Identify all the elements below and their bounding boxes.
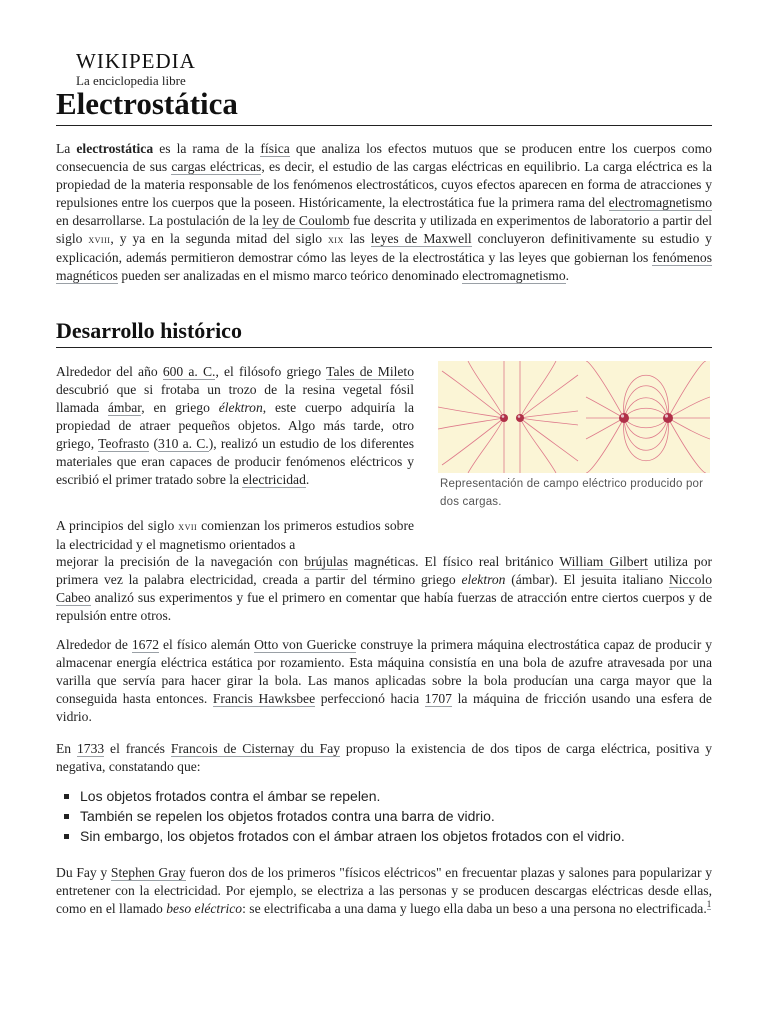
link-cargas-electricas[interactable]: cargas eléctricas	[171, 159, 262, 174]
list-item: Los objetos frotados contra el ámbar se repelen.	[56, 786, 712, 806]
link-fisica[interactable]: física	[260, 141, 290, 156]
link-william-gilbert[interactable]: William Gilbert	[559, 554, 648, 569]
paragraph-siglo-xvii-cont: mejorar la precisión de la navegación con brújulas magnéticas. El físico real británico William Gilbert utiliza por primera vez la palabra electricidad, creada a partir del término griego elektron (ámbar). El jesuita italiano Niccolo Cabeo analizó sus experimentos y fue el primero en comentar que había fuerzas de atracción entre ciertos cuerpos y de repulsión entre otros.	[56, 554, 713, 623]
link-electromagnetismo[interactable]: electromagnetismo	[608, 195, 712, 210]
paragraph-guericke: Alrededor de 1672 el físico alemán Otto von Guericke construye la primera máquina electrostática capaz de producir y almacenar energía eléctrica estática por rozamiento. Esta máquina consistía en una bola de azufre atravesada por una varilla que servía para hacer girar la bola. Las manos aplicadas sobre la bola producían una carga mayor que la conseguida hasta entonces. Francis Hawksbee perfeccionó hacia 1707 la máquina de fricción usando una esfera de vidrio.	[56, 637, 713, 724]
positive-charge-3	[619, 413, 629, 423]
link-tales-de-mileto[interactable]: Tales de Mileto	[326, 364, 414, 379]
positive-charge-1	[500, 414, 508, 422]
list-item: También se repelen los objetos frotados contra una barra de vidrio.	[56, 806, 712, 826]
link-600-ac[interactable]: 600 a. C.	[162, 364, 216, 379]
paragraph-stephen-gray: Du Fay y Stephen Gray fueron dos de los primeros "físicos eléctricos" en frecuentar plazas y salones para popularizar y entretener con la electricidad. Por ejemplo, se electriza a las personas y se producen descargas eléctricas desde ellas, como en el llamado beso eléctrico: se electrificaba a una dama y luego ella daba un beso a una persona no electrificada.$^1$	[56, 865, 712, 916]
link-otto-von-guericke[interactable]: Otto von Guericke	[254, 637, 357, 652]
link-ley-de-coulomb[interactable]: ley de Coulomb	[262, 213, 350, 228]
link-stephen-gray[interactable]: Stephen Gray	[110, 865, 186, 880]
charge-findings-list	[56, 786, 712, 846]
link-1733[interactable]: 1733	[76, 741, 105, 756]
link-1672[interactable]: 1672	[131, 637, 160, 652]
link-niccolo-cabeo[interactable]: Niccolo Cabeo	[56, 572, 712, 605]
link-brujulas[interactable]: brújulas	[304, 554, 348, 569]
link-electricidad[interactable]: electricidad	[242, 472, 306, 487]
link-fenomenos-magneticos[interactable]: fenómenos magnéticos	[56, 250, 712, 283]
paragraph-du-fay: En 1733 el francés Francois de Cisternay du Fay propuso la existencia de dos tipos de carga eléctrica, positiva y negativa, constatando que:	[56, 741, 713, 774]
link-310-ac[interactable]: 310 a. C.	[157, 436, 209, 451]
link-teofrasto[interactable]: Teofrasto	[98, 436, 150, 451]
reference-1[interactable]: 1	[706, 899, 712, 910]
list-item: Sin embargo, los objetos frotados con el ámbar atraen los objetos frotados con el vidrio.	[56, 826, 712, 846]
figure-caption: Representación de campo eléctrico producido por dos cargas.	[440, 478, 704, 508]
logo-wordmark: WIKIPEDIA	[76, 49, 196, 73]
bullet-icon	[64, 814, 69, 819]
paragraph-tales: Alrededor del año 600 a. C., el filósofo griego Tales de Mileto descubrió que si frotaba un trozo de la resina vegetal fósil llamada ámbar, en griego élektron, este cuerpo adquiría la propiedad de atraer pequeños objetos. Algo más tarde, otro griego, Teofrasto (310 a. C.), realizó un estudio de los diferentes materiales que eran capaces de producir fenómenos eléctricos y escribió el primer tratado sobre la electricidad.	[56, 364, 415, 487]
link-leyes-de-maxwell[interactable]: leyes de Maxwell	[370, 231, 472, 246]
paragraph-siglo-xvii: A principios del siglo xvii comienzan los primeros estudios sobre la electricidad y el magnetismo orientados a	[56, 518, 415, 552]
page-title: Electrostática	[56, 84, 712, 126]
link-1707[interactable]: 1707	[424, 691, 452, 706]
bullet-icon	[64, 794, 69, 799]
link-ambar[interactable]: ámbar	[107, 400, 142, 415]
link-francis-hawksbee[interactable]: Francis Hawksbee	[212, 691, 316, 706]
bullet-icon	[64, 834, 69, 839]
electric-field-figure	[438, 361, 710, 511]
link-du-fay[interactable]: Francois de Cisternay du Fay	[170, 741, 341, 756]
intro-paragraph: La electrostática es la rama de la física que analiza los efectos mutuos que se producen entre los cuerpos como consecuencia de sus cargas eléctricas, es decir, el estudio de las cargas eléctricas en equilibrio. La carga eléctrica es la propiedad de la materia responsable de los fenómenos electrostáticos, cuyos efectos aparecen en forma de atracciones y repulsiones entre los cuerpos que la poseen. Históricamente, la electrostática fue la primera rama del electromagnetismo en desarrollarse. La postulación de la ley de Coulomb fue descrita y utilizada en experimentos de laboratorio a partir del siglo xviii, y ya en la segunda mitad del siglo xix las leyes de Maxwell concluyeron definitivamente su estudio y explicación, además permitieron demostrar cómo las leyes de la electrostática y las leyes que gobiernan los fenómenos magnéticos pueden ser analizadas en el mismo marco teórico denominado electromagnetismo.	[56, 141, 713, 283]
electric-field-diagram[interactable]	[438, 361, 710, 473]
section-heading-desarrollo-historico: Desarrollo histórico	[56, 316, 712, 348]
link-electromagnetismo-2[interactable]: electromagnetismo	[462, 268, 566, 283]
positive-charge-2	[516, 414, 524, 422]
logo-tagline: La enciclopedia libre	[76, 73, 186, 88]
negative-charge	[663, 413, 673, 423]
